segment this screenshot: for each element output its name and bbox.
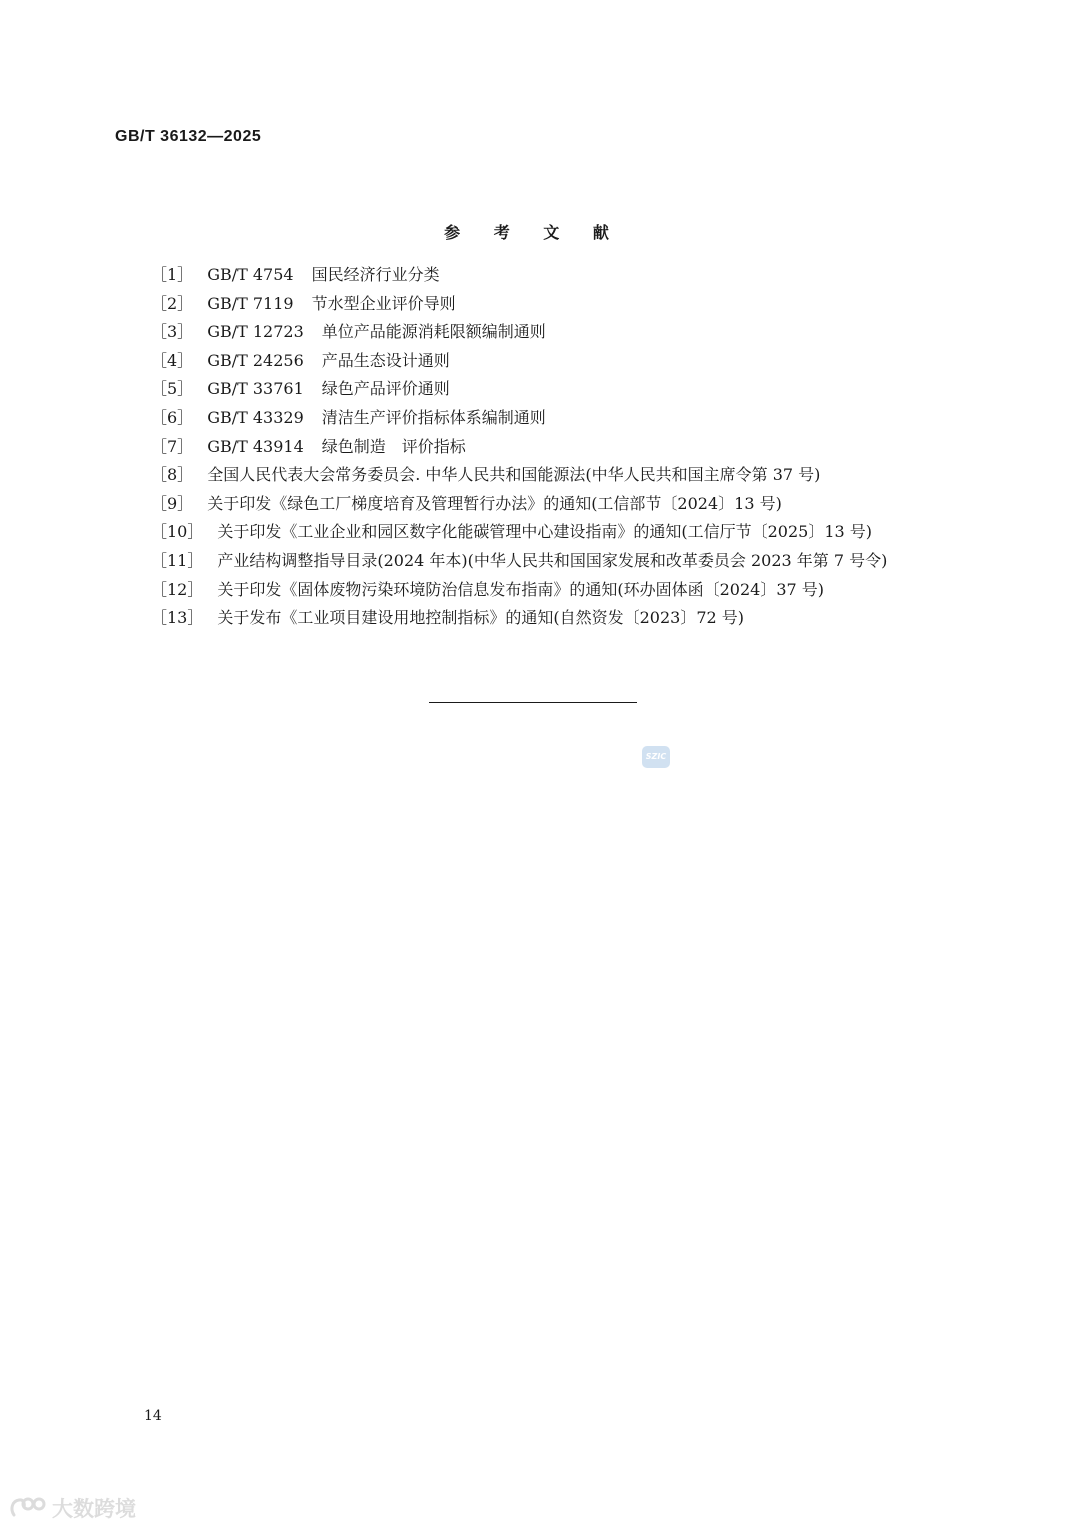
standard-number: GB/T 36132—2025 — [115, 128, 262, 145]
reference-number: ［3］ — [151, 322, 194, 342]
watermark-text: 大数跨境 — [52, 1497, 136, 1521]
reference-item-2 — [115, 290, 955, 319]
reference-title: 关于印发《绿色工厂梯度培育及管理暂行办法》的通知(工信部节〔2024〕13 号) — [207, 493, 782, 513]
reference-item-10 — [115, 518, 955, 547]
reference-title: 关于印发《固体废物污染环境防治信息发布指南》的通知(环办固体函〔2024〕37 号) — [217, 579, 825, 599]
section-title: 参 考 文 献 — [444, 223, 623, 242]
watermark-logo-icon — [8, 1495, 46, 1521]
reference-number: ［2］ — [151, 293, 194, 313]
reference-item-11 — [115, 547, 955, 576]
end-rule-divider — [429, 702, 637, 703]
reference-code: GB/T 43329 — [207, 407, 304, 427]
reference-number: ［11］ — [151, 550, 204, 570]
reference-item-13 — [115, 604, 955, 633]
reference-item-7 — [115, 433, 955, 462]
reference-number: ［7］ — [151, 436, 194, 456]
reference-title: 绿色制造 评价指标 — [321, 436, 466, 456]
reference-title: 节水型企业评价导则 — [311, 293, 456, 313]
reference-title: 清洁生产评价指标体系编制通则 — [321, 407, 546, 427]
reference-number: ［10］ — [151, 522, 204, 542]
reference-code: GB/T 12723 — [207, 322, 304, 342]
reference-code: GB/T 24256 — [207, 350, 304, 370]
reference-item-3 — [115, 318, 955, 347]
reference-number: ［9］ — [151, 493, 194, 513]
reference-title: 关于印发《工业企业和园区数字化能碳管理中心建设指南》的通知(工信厅节〔2025〕13 号) — [217, 522, 873, 542]
reference-number: ［6］ — [151, 407, 194, 427]
szic-logo: SZIC — [642, 746, 670, 768]
reference-title: 单位产品能源消耗限额编制通则 — [321, 322, 546, 342]
reference-title: 关于发布《工业项目建设用地控制指标》的通知(自然资发〔2023〕72 号) — [217, 608, 745, 628]
reference-number: ［12］ — [151, 579, 204, 599]
reference-title: 产品生态设计通则 — [321, 350, 450, 370]
reference-title: 全国人民代表大会常务委员会. 中华人民共和国能源法(中华人民共和国主席令第 37 号) — [207, 465, 821, 485]
reference-title: 产业结构调整指导目录(2024 年本)(中华人民共和国国家发展和改革委员会 2023 年第 7 号令) — [217, 550, 888, 570]
reference-code: GB/T 4754 — [207, 265, 294, 284]
reference-item-4 — [115, 347, 955, 376]
reference-title: 国民经济行业分类 — [311, 265, 440, 284]
reference-code: GB/T 33761 — [207, 379, 304, 399]
reference-number: ［13］ — [151, 608, 204, 628]
reference-number: ［1］ — [151, 265, 194, 284]
reference-item-6 — [115, 404, 955, 433]
page-number: 14 — [144, 1408, 162, 1424]
watermark — [8, 1493, 136, 1523]
reference-title: 绿色产品评价通则 — [321, 379, 450, 399]
reference-item-5 — [115, 375, 955, 404]
reference-number: ［5］ — [151, 379, 194, 399]
reference-number: ［4］ — [151, 350, 194, 370]
reference-item-1 — [115, 261, 955, 290]
reference-code: GB/T 7119 — [207, 293, 294, 313]
reference-code: GB/T 43914 — [207, 436, 304, 456]
reference-item-8 — [115, 461, 955, 490]
reference-item-9 — [115, 490, 955, 519]
reference-number: ［8］ — [151, 465, 194, 485]
reference-item-12 — [115, 576, 955, 605]
reference-list — [115, 261, 955, 633]
